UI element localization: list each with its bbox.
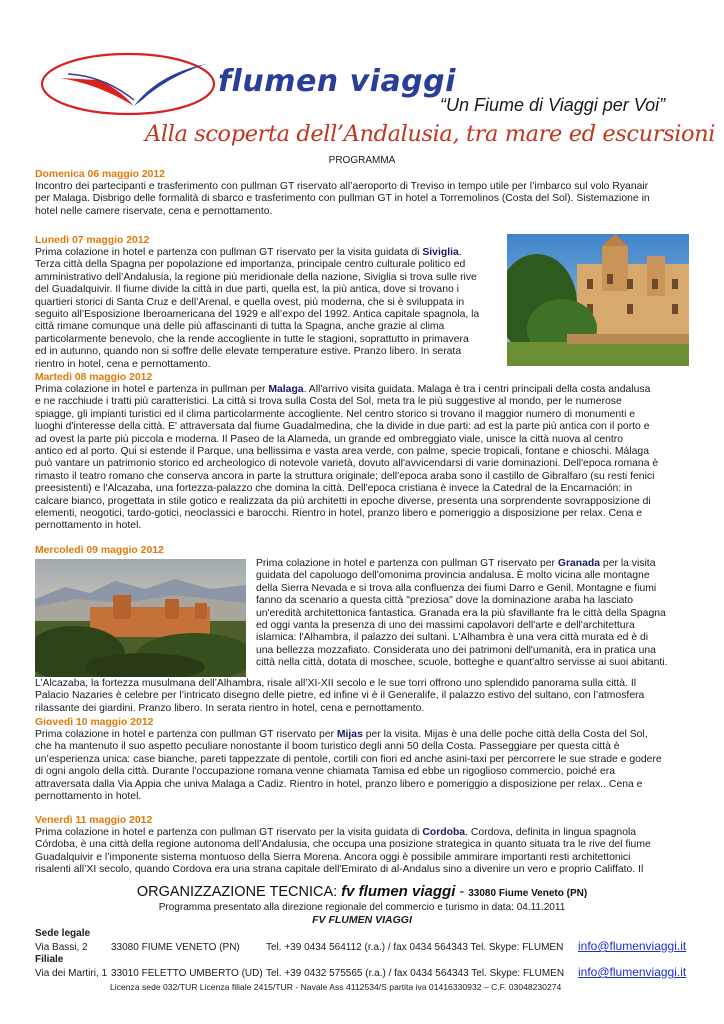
text-line: antico ed al porto. Qui si estende il Parque, una bellissima e vasta area verde, con palme, specie tropicali, fontane e chioschi. Málaga — [35, 446, 649, 458]
text-line: quartieri storici di Santa Cruz e dell’Arenal, e quella ovest, più moderna, che si è sviluppata in — [35, 296, 465, 308]
day-block-4-continued — [35, 678, 689, 715]
page-title: Alla scoperta dell’Andalusia, tra mare ed escursioni — [145, 121, 716, 147]
text-line: una bellezza mozzafiato. Considerata uno dei patrimoni dell'umanità, era in pratica una — [256, 644, 656, 656]
text-line: ed oggi vanta la presenza di uno dei massimi capolavori dell'arte e dell'architettura — [256, 620, 635, 632]
text-line: rientro in hotel, cena e pernottamento. — [35, 358, 211, 370]
text-line: islamica: l'Alhambra, il palazzo dei sultani. L'Alhambra è una vera città murata ed è di — [256, 632, 649, 644]
text-line: Prima colazione in hotel e partenza in pullman per Malaga. All'arrivo visita guidata. Malaga è tra i centri principali della costa andalusa — [35, 384, 651, 395]
day-block-6 — [35, 815, 689, 877]
text-line: preesistenti) e l'Alcazaba, una fortezza-palazzo che domina la città. Dell'epoca cristiana è invece la Catedral de la Encarnación: in — [35, 483, 633, 495]
text-line: un’esperienza unica: case bianche, pareti tappezzate di pentole, cortili con fiori ed anche asini-taxi per percorrere le sue strade e godere — [35, 753, 662, 765]
text-line: calcare bianco, progettata in stile gotico e realizzata da più architetti in epoche diverse, presenta una sorprendente sovrapposizione di — [35, 495, 651, 507]
place-name: Cordoba — [422, 827, 466, 838]
sede-phone: Tel. +39 0434 564112 (r.a.) / fax 0434 564343 Tel. Skype: FLUMEN — [266, 942, 564, 953]
text-line: Guadalquivir e l’imponente sistema montuoso della Sierra Morena. Ancora oggi è possibile ammirare importanti resti architettonici — [35, 851, 631, 863]
text-line: pernottamento in hotel. — [35, 520, 142, 532]
sede-email-link[interactable]: info@flumenviaggi.it — [578, 939, 687, 953]
sede-address: Via Bassi, 2 — [35, 942, 88, 953]
text-line: risalenti all’XI secolo, quando Cordova era una strana capitale dell'Emirato di al-Andalus sino a divenire un vero e proprio Califfato. Il — [35, 864, 644, 876]
organizer-name: fv flumen viaggi — [341, 883, 456, 900]
text-line: Incontro dei partecipanti e trasferimento con pullman GT riservato all’aeroporto di Treviso in tempo utile per l’imbarco sul volo Ryanair — [35, 181, 649, 192]
text-line: della Sierra Nevada e si trova alla confluenza dei fiumi Darro e Genil. Montagne e fiumi — [256, 582, 657, 594]
license-line: Licenza sede 032/TUR Licenza filiale 2415/TUR - Navale Ass 4112534/S partita iva 01416330932 – C.F. 03048230274 — [110, 982, 562, 992]
place-name: Siviglia — [422, 247, 459, 258]
text-line: può vantare un patrimonio storico ed archeologico di notevole varietà, dovuto all'avvicendarsi di varie dominazioni. Dell'epoca romana è — [35, 458, 659, 470]
day-date: Mercoledì 09 maggio 2012 — [35, 545, 164, 556]
text-line: Prima colazione in hotel e partenza con pullman GT riservato per la visita guidata di Cordoba. Cordova, definita in lingua spagnola — [35, 827, 637, 838]
day-date: Venerdì 11 maggio 2012 — [35, 815, 153, 826]
filiale-address: Via dei Martiri, 1 — [35, 968, 108, 979]
seville-palace-image — [507, 234, 689, 366]
text-line: Terza città della Spagna per popolazione ed importanza, principale centro culturale politico ed — [35, 259, 466, 271]
program-note: Programma presentato alla direzione regionale del commercio e turismo in data: 04.11.2011 — [158, 902, 566, 913]
day-date: Giovedì 10 maggio 2012 — [35, 717, 154, 728]
text-line: Córdoba, è una città della regione autonoma dell’Andalusia, che occupa una posizione strategica in quanto situata tra le rive del fiume — [35, 839, 651, 851]
text-line: Prima colazione in hotel e partenza con pullman GT riservato per la visita guidata di Siviglia. — [35, 247, 462, 258]
text-line: guidata del capoluogo dell'omonima provincia andalusa. È molto vicina alle montagne — [256, 570, 650, 582]
day-block-4-column — [256, 558, 689, 670]
text-line: città rimane comunque una delle più affascinanti di tutta la Spagna, anche grazie al clima — [35, 321, 445, 333]
day-block-2 — [35, 235, 505, 371]
text-line: di ogni angolo della città. Durante l'occupazione romana venne chiamata Tamisa ed ebbe un rigoglioso commercio, poiché era — [35, 766, 615, 778]
place-name: Malaga — [268, 384, 304, 395]
place-name: Granada — [557, 558, 601, 569]
text-line: amministrativo dell’Andalusia, la regione più meridionale della nazione, Siviglia si trova sulle rive — [35, 271, 477, 283]
text-line: città nella città, dotata di moschee, scuole, botteghe e quant'altro servisse ai suoi abitanti. — [256, 657, 668, 669]
text-line: L’Alcazaba, la fortezza musulmana dell’Alhambra, risale all’XI-XII secolo e le sue torri offrono uno splendido panorama sulla città. Il — [35, 678, 637, 689]
day-date: Martedì 08 maggio 2012 — [35, 372, 153, 383]
text-line: rimasto il teatro romano che conserva ancora in parte la struttura originale; dell'epoca araba sono il castillo de Gibralfaro (su resti fenici — [35, 470, 655, 482]
day-block-5 — [35, 717, 689, 803]
alhambra-image — [35, 559, 246, 677]
place-name: Mijas — [336, 729, 363, 740]
text-line: elementi, neogotici, tardo-gotici, neoclassici e barocchi. Rientro in hotel, pranzo libero e pomeriggio a disposizione per relax. Cena e — [35, 508, 643, 520]
filiale-phone: Tel. +39 0432 575565 (r.a.) / fax 0434 564343 Tel. Skype: FLUMEN — [266, 968, 565, 979]
text-line: che ha mantenuto il suo aspetto peculiare nonostante il boom turistico degli anni 50 della Costa. Passeggiare per questa città è — [35, 741, 620, 753]
text-line: seguito all’Esposizione Iberoamericana del 1929 e all’expo del 1992. Antica capitale spagnola, la — [35, 309, 480, 321]
day-block-1 — [35, 169, 689, 218]
day-block-4-heading — [35, 545, 689, 557]
day-date: Domenica 06 maggio 2012 — [35, 169, 165, 180]
brand-name: flumen viaggi — [218, 64, 456, 99]
text-line: fanno da scenario a questa città "preziosa" dove la dominazione araba ha lasciato — [256, 595, 634, 607]
flumen-logo-swoosh-icon — [38, 48, 218, 120]
organizer-line: ORGANIZZAZIONE TECNICA: fv flumen viaggi - 33080 Fiume Veneto (PN) — [136, 883, 588, 900]
filiale-label: Filiale — [35, 954, 64, 965]
text-line: Prima colazione in hotel e partenza con pullman GT riservato per Mijas per la visita. Mijas è una delle poche città della Costa del Sol, — [35, 729, 648, 740]
filiale-city: 33010 FELETTO UMBERTO (UD) — [111, 968, 263, 979]
text-line: Prima colazione in hotel e partenza con pullman GT riservato per Granada per la visita — [256, 558, 656, 569]
text-line: attraversata dalla Via Appia che univa Malaga a Cadiz. Rientro in hotel, pranzo libero e pomeriggio a disposizione per relax.. Cena e — [35, 778, 643, 790]
text-line: del Guadalquivir. Il fiume divide la città in due parti, quella est, la più antica, dove si trovano i — [35, 284, 459, 296]
organizer-caps-name: FV FLUMEN VIAGGI — [312, 914, 412, 926]
text-line: particolarmente benevolo, che la rende accogliente in tutte le stagioni, soprattutto in primavera — [35, 333, 469, 345]
day-date: Lunedì 07 maggio 2012 — [35, 235, 150, 246]
text-line: pernottamento in hotel. — [35, 791, 142, 803]
text-line: ad ovest la parte più piccola e moderna. Il Paseo de la Alameda, un grande ed ombreggiato viale, unisce la città nuova al centro — [35, 433, 624, 445]
sede-label: Sede legale — [35, 928, 91, 939]
text-line: hotel nelle camere riservate, cena e pernottamento. — [35, 205, 273, 217]
text-line: luoghi d'interesse della città. E' attraversata dal fiume Guadalmedina, che la divide in due parti: ad est la parte più antica con il porto e — [35, 421, 650, 433]
day-block-3 — [35, 372, 689, 533]
slogan: “Un Fiume di Viaggi per Voi” — [440, 95, 666, 115]
filiale-email-link[interactable]: info@flumenviaggi.it — [578, 965, 687, 979]
text-line: ed in autunno, quando non si soffre delle elevate temperature estive. Pranzo libero. In serata — [35, 346, 462, 358]
text-line: spiagge, gli impianti turistici ed il clima particolarmente accogliente. Nel centro storico si trovano il maggior numero di monumenti e — [35, 408, 636, 420]
text-line: per Malaga. Disbrigo delle formalità di sbarco e trasferimento con pullman GT in hotel a Torremolinos (Costa del Sol). Sistemazione in — [35, 193, 650, 205]
sede-city: 33080 FIUME VENETO (PN) — [111, 942, 240, 953]
text-line: un'eredità architettonica fantastica. Granada era la più sfavillante fra le città della Spagna — [256, 607, 666, 619]
text-line: e ne racchiude i tratti più caratteristici. La città si trova sulla Costa del Sol, meta tra le più suggestive al mondo, per le numerose — [35, 396, 622, 408]
text-line: rilassante dei giardini. Pranzo libero. In serata rientro in hotel, cena e pernottamento. — [35, 702, 425, 714]
text-line: Palacio Nazaries è celebre per l’intricato disegno delle pietre, ed infine vi è il Generalife, il palazzo estivo del sultano, con l’atmosfera — [35, 690, 645, 702]
section-label: PROGRAMMA — [328, 155, 396, 166]
